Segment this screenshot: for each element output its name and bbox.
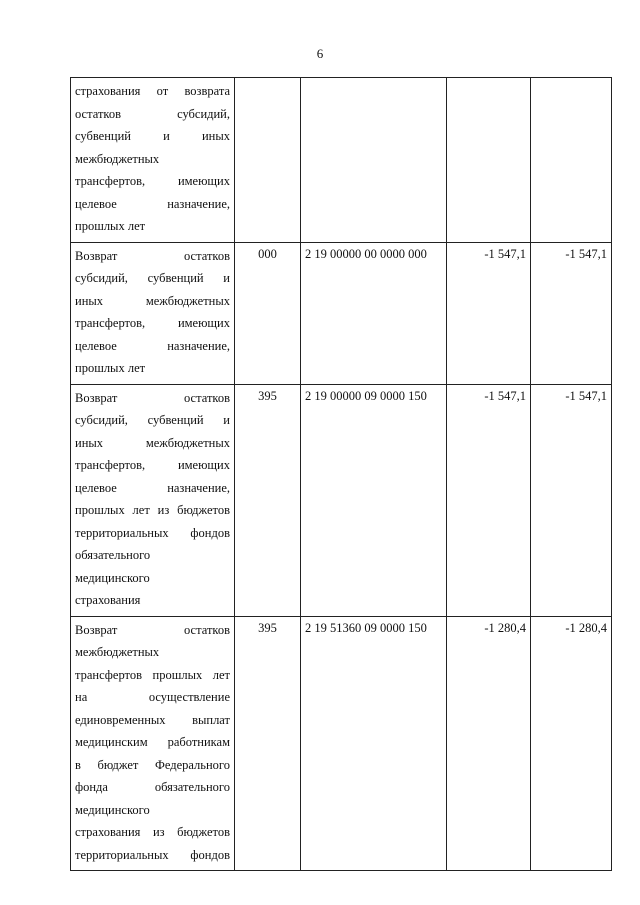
- row-name-line: территориальных фондов: [75, 847, 230, 862]
- row-name-line: субсидий, субвенций и: [75, 413, 230, 427]
- row-admin-code: 395: [235, 384, 301, 616]
- row-value-2: -1 280,4: [531, 616, 612, 871]
- row-name-line: в бюджет Федерального: [75, 757, 230, 772]
- row-budget-code: 2 19 00000 09 0000 150: [301, 384, 447, 616]
- row-name-line: обязательного: [75, 548, 151, 562]
- row-name-line: трансфертов, имеющих: [75, 316, 230, 330]
- row-name-cell: [71, 384, 235, 616]
- budget-table-body: [71, 78, 612, 871]
- row-name-line: страхования: [75, 593, 141, 607]
- row-name-cell: [71, 78, 235, 243]
- row-name-line: субсидий, субвенций и: [75, 271, 230, 285]
- row-name-line: межбюджетных: [75, 151, 160, 166]
- row-name-cell: [71, 616, 235, 871]
- table-row: [71, 78, 612, 243]
- row-name-line: остатков субсидий,: [75, 106, 230, 121]
- table-row: [71, 242, 612, 384]
- page-number: 6: [316, 46, 324, 61]
- table-row: [71, 384, 612, 616]
- row-value-2: -1 547,1: [531, 242, 612, 384]
- row-name-line: Возврат остатков: [75, 390, 230, 405]
- row-value-1: -1 547,1: [447, 242, 531, 384]
- table-row: [71, 616, 612, 871]
- row-name-cell: [71, 242, 235, 384]
- row-value-2: -1 547,1: [531, 384, 612, 616]
- row-value-1: [447, 78, 531, 243]
- row-name-line: Возврат остатков: [75, 248, 230, 263]
- row-name-line: территориальных фондов: [75, 525, 230, 540]
- row-name-line: медицинского: [75, 802, 150, 817]
- budget-table: [70, 77, 612, 871]
- row-budget-code: 2 19 51360 09 0000 150: [301, 616, 447, 871]
- row-name-line: прошлых лет: [75, 219, 146, 233]
- row-name-line: прошлых лет: [75, 361, 146, 375]
- row-admin-code: [235, 78, 301, 243]
- row-admin-code: 000: [235, 242, 301, 384]
- row-name-line: межбюджетных: [75, 645, 160, 659]
- row-budget-code: 2 19 00000 00 0000 000: [301, 242, 447, 384]
- row-name-line: Возврат остатков: [75, 622, 230, 637]
- row-name-line: целевое назначение,: [75, 196, 230, 211]
- row-admin-code: 395: [235, 616, 301, 871]
- row-name-line: единовременных выплат: [75, 712, 230, 727]
- row-name-line: медицинским работникам: [75, 735, 230, 749]
- row-name-line: фонда обязательного: [75, 780, 230, 794]
- row-name-line: медицинского: [75, 570, 150, 585]
- row-name-line: на осуществление: [75, 690, 230, 704]
- row-name-line: субвенций и иных: [75, 129, 230, 143]
- row-value-1: -1 547,1: [447, 384, 531, 616]
- row-name-line: прошлых лет из бюджетов: [75, 503, 230, 517]
- row-name-line: иных межбюджетных: [75, 435, 230, 450]
- row-name-line: иных межбюджетных: [75, 293, 230, 308]
- row-name-line: страхования из бюджетов: [75, 825, 230, 839]
- row-name-line: трансфертов, имеющих: [75, 174, 230, 188]
- row-budget-code: [301, 78, 447, 243]
- row-value-1: -1 280,4: [447, 616, 531, 871]
- row-name-line: страхования от возврата: [75, 84, 230, 98]
- row-value-2: [531, 78, 612, 243]
- row-name-line: трансфертов прошлых лет: [75, 667, 230, 682]
- row-name-line: целевое назначение,: [75, 338, 230, 353]
- row-name-line: целевое назначение,: [75, 480, 230, 495]
- row-name-line: трансфертов, имеющих: [75, 458, 230, 472]
